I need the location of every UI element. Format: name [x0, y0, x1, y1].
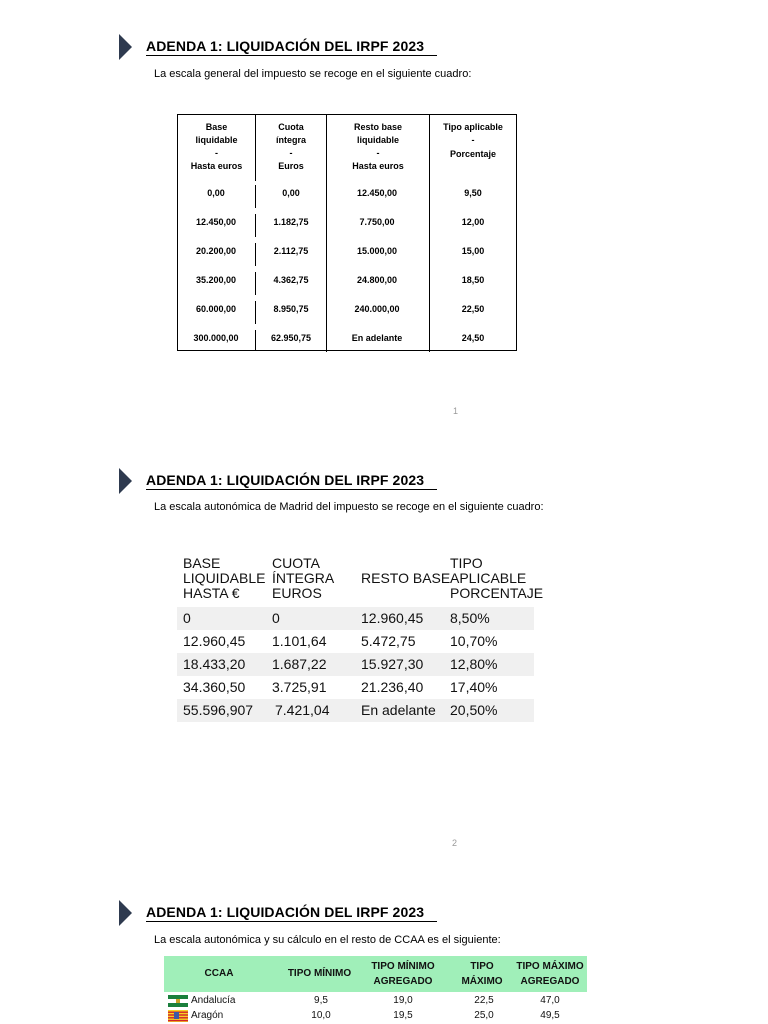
aragon-flag-icon [168, 1010, 188, 1022]
tax-scale-table: Base liquidable - Hasta euros Cuota íntegra - Euros Resto base liquidable - Hasta euros Tipo aplicable - Porcentaje 0,00 0,00 12.450,00 9,50 12.450,00 1.182,75 7.750,00 12,00 20.200,00 2.112,75 15.000,00 15,00 35.200,00 4.362,75 24.800,00 18,50 60.000,00 8.950,75 240.000,00 22,50 300.000,00 62.950,75 En adelante 24,50 [177, 114, 517, 351]
page-number: 2 [452, 838, 458, 848]
ccaa-name: Andalucía [191, 995, 236, 1006]
slide-title: ADENDA 1: LIQUIDACIÓN DEL IRPF 2023 [146, 472, 425, 488]
bullet-arrow-icon [119, 468, 132, 494]
intro-text: La escala general del impuesto se recoge en el siguiente cuadro: [154, 68, 472, 80]
slide-1 [0, 0, 768, 434]
header-tipo-minimo: TIPO MÍNIMO [287, 968, 352, 979]
table-row: Andalucía 9,5 19,0 22,5 47,0 [164, 993, 587, 1008]
header-tipo-maximo-agregado: TIPO MÁXIMO AGREGADO [516, 961, 584, 987]
header-cuota: Cuota íntegra - Euros [275, 122, 306, 171]
header-cuota: CUOTA ÍNTEGRA EUROS [272, 555, 335, 601]
slide-title: ADENDA 1: LIQUIDACIÓN DEL IRPF 2023 [146, 38, 425, 54]
header-base: BASE LIQUIDABLE HASTA € [183, 555, 266, 601]
table-row: 18.433,20 1.687,22 15.927,30 12,80% [177, 653, 534, 676]
header-tipo: Tipo aplicable - Porcentaje [443, 122, 503, 159]
table-row: 0 0 12.960,45 8,50% [177, 607, 534, 630]
intro-text: La escala autonómica de Madrid del impuesto se recoge en el siguiente cuadro: [154, 501, 544, 513]
header-row [164, 956, 587, 992]
slide-3 [0, 868, 768, 1024]
header-resto: RESTO BASE [361, 570, 451, 586]
column-divider [255, 115, 256, 181]
title-underline [146, 489, 437, 490]
table-row: 55.596,907 7.421,04 En adelante 20,50% [177, 699, 534, 722]
header-tipo: TIPO APLICABLE PORCENTAJE [450, 555, 544, 601]
header-resto: Resto base liquidable - Hasta euros [352, 122, 404, 171]
table-row: Aragón 10,0 19,5 25,0 49,5 [164, 1008, 587, 1023]
table-row: 34.360,50 3.725,91 21.236,40 17,40% [183, 679, 498, 695]
title-underline [146, 55, 437, 56]
intro-text: La escala autonómica y su cálculo en el resto de CCAA es el siguiente: [154, 934, 501, 946]
header-base: Base liquidable - Hasta euros [190, 122, 243, 171]
slide-2 [0, 434, 768, 868]
header-tipo-minimo-agregado: TIPO MÍNIMO AGREGADO [371, 961, 435, 987]
title-underline [146, 921, 437, 922]
bullet-arrow-icon [119, 900, 132, 926]
andalucia-flag-icon [168, 995, 188, 1007]
slide-title: ADENDA 1: LIQUIDACIÓN DEL IRPF 2023 [146, 904, 425, 920]
header-tipo-maximo: TIPO MÁXIMO [461, 961, 503, 987]
bullet-arrow-icon [119, 34, 132, 60]
table-row: 12.960,45 1.101,64 5.472,75 10,70% [183, 633, 498, 649]
header-ccaa: CCAA [204, 968, 234, 979]
page-number: 1 [453, 406, 459, 416]
ccaa-name: Aragón [191, 1010, 224, 1021]
